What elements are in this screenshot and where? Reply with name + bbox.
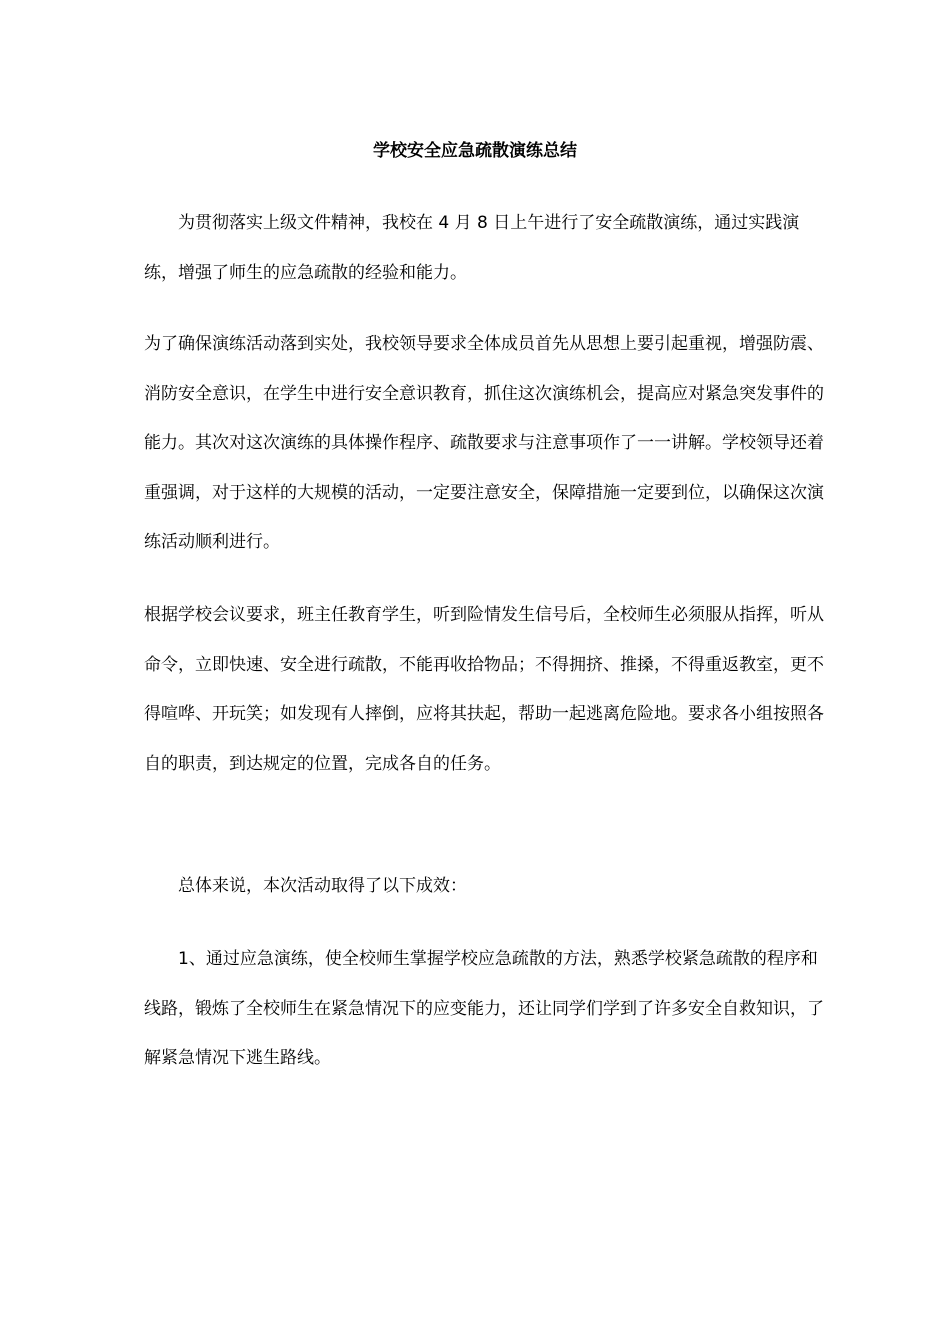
paragraph-requirements: 根据学校会议要求，班主任教育学生，听到险情发生信号后，全校师生必须服从指挥，听从命令，立即快速、安全进行疏散，不能再收拾物品；不得拥挤、推搡，不得重返教室，更不得喧哗、开玩笑；如发现有人摔倒，应将其扶起，帮助一起逃离危险地。要求各小组按照各自的职责，到达规定的位置，完成各自的任务。 [144,605,824,774]
document-title: 学校安全应急疏散演练总结 [373,141,577,161]
paragraph-summary-lead: 总体来说，本次活动取得了以下成效： [178,876,467,896]
paragraph-intro: 为贯彻落实上级文件精神，我校在 4 月 8 日上午进行了安全疏散演练，通过实践演练，增强了师生的应急疏散的经验和能力。 [144,213,800,283]
paragraph-preparation: 为了确保演练活动落到实处，我校领导要求全体成员首先从思想上要引起重视，增强防震、消防安全意识，在学生中进行安全意识教育，抓住这次演练机会，提高应对紧急突发事件的能力。其次对这次演练的具体操作程序、疏散要求与注意事项作了一一讲解。学校领导还着重强调，对于这样的大规模的活动，一定要注意安全，保障措施一定要到位，以确保这次演练活动顺利进行。 [144,334,824,552]
paragraph-result-1: 1、通过应急演练，使全校师生掌握学校应急疏散的方法，熟悉学校紧急疏散的程序和线路，锻炼了全校师生在紧急情况下的应变能力，还让同学们学到了许多安全自救知识，了解紧急情况下逃生路线。 [144,949,824,1068]
